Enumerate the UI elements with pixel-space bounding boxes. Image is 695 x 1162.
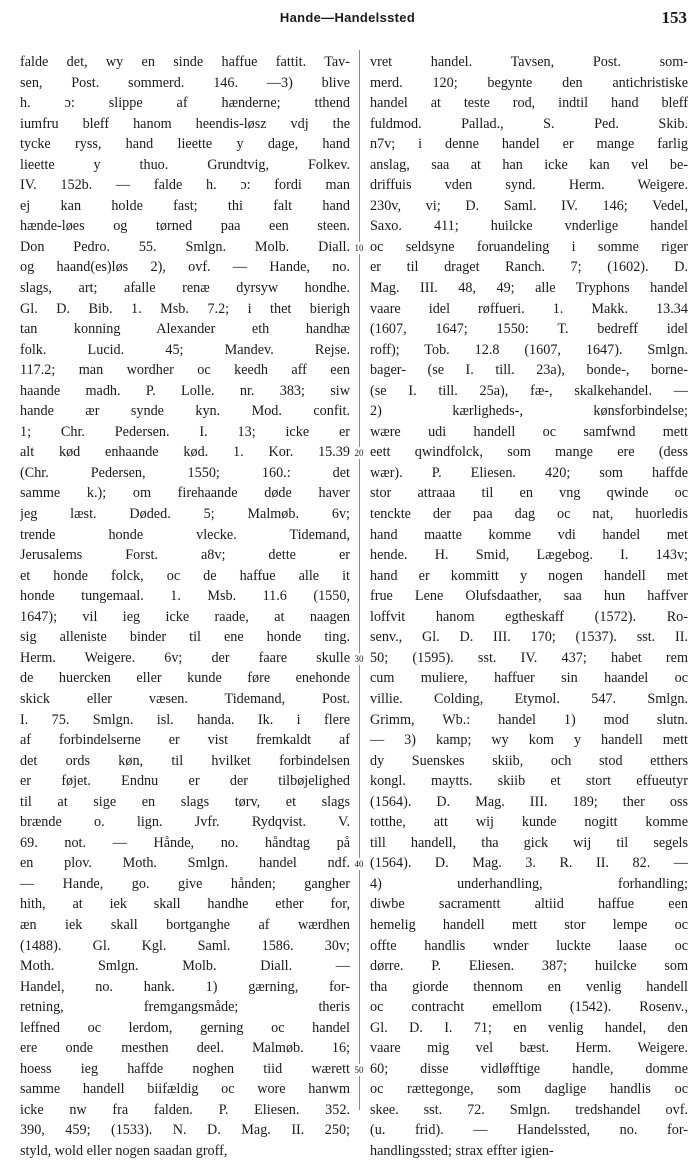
text-line: dørre. P. Eliesen. 387; huilcke som [370, 958, 688, 975]
text-line: (1488). Gl. Kgl. Saml. 1586. 30v; [20, 937, 350, 954]
text-line: tycke ryss, hand lieette y dage, hand [20, 136, 350, 153]
text-line: (1607, 1647; 1550: T. bedreff idel [370, 321, 688, 338]
text-line: kongl. maytts. skiib et stort effueutyr [370, 773, 688, 790]
text-line: 50; (1595). sst. IV. 437; habet rem [370, 649, 688, 666]
text-line: villie. Colding, Etymol. 547. Smlgn. [370, 690, 688, 707]
text-line: Jerusalems Forst. a8v; dette er [20, 547, 350, 564]
text-line: Moth. Smlgn. Molb. Diall. — [20, 958, 350, 975]
text-line: driffuis vden synd. Herm. Weigere. [370, 177, 688, 194]
text-line: falde det, wy en sinde haffue fattit. Tav- [20, 54, 350, 70]
text-line: Saxo. 411; huilcke vnderlige handel [370, 218, 688, 235]
text-line: de huercken eller kunde føre enehonde [20, 670, 350, 687]
line-number-marker: 20 [350, 447, 368, 459]
text-line: offte handlis wnder luckte laase oc [370, 937, 688, 954]
text-line: skee. sst. 72. Smlgn. tredshandel ovf. [370, 1101, 688, 1118]
text-line: det ords køn, til hvilket forbindelsen [20, 752, 350, 769]
text-line: hoess ieg haffde noghen tiid wærett [20, 1060, 350, 1077]
line-number-marker: 10 [350, 242, 368, 254]
text-line: ej kan holde fast; thi falt hand [20, 197, 350, 214]
text-line: hende. H. Smid, Lægebog. I. 143v; [370, 547, 688, 564]
left-column [20, 52, 350, 1162]
text-line: wære udi handell oc samfwnd mett [370, 423, 688, 440]
text-line: samme handell biifældig oc wore hanwm [20, 1081, 350, 1098]
text-line: IV. 152b. — falde h. ɔ: fordi man [20, 177, 350, 194]
text-line: cum muliere, haffuer sin haandel oc [370, 670, 688, 687]
text-line: oc rættegonge, som daglige handlis oc [370, 1081, 688, 1098]
text-line: fuldmod. Pallad., S. Ped. Skib. [370, 115, 688, 132]
text-line: wær). P. Eliesen. 420; som haffde [370, 464, 688, 481]
text-line: anslag, saa at han icke kan vel be- [370, 156, 688, 173]
text-line: totthe, att wij kunde nogitt komme [370, 814, 688, 831]
right-column [370, 52, 688, 1162]
line-number-marker: 30 [350, 653, 368, 665]
text-line: jeg læst. Døded. 5; Malmøb. 6v; [20, 506, 350, 523]
text-line: n7v; i denne handel er mange farlig [370, 136, 688, 153]
text-line: (u. frid). — Handelssted, no. for- [370, 1122, 688, 1139]
text-line: (1564). D. Mag. 3. R. II. 82. — [370, 855, 688, 872]
text-line: hand maatte komme vdi handel met [370, 526, 688, 543]
text-line: folk. Lucid. 45; Mandev. Rejse. [20, 341, 350, 358]
text-line: 69. not. — Hånde, no. håndtag på [20, 834, 350, 851]
text-line: brænde o. lign. Jvfr. Rydqvist. V. [20, 814, 350, 831]
text-line: samme k.); om firehaande døde haver [20, 485, 350, 502]
text-line: og haand(es)løs 2), ovf. — Hande, no. [20, 259, 350, 276]
text-line: 2) kærligheds-, kønsforbindelse; [370, 403, 688, 420]
text-line: — Hande, go. give hånden; gangher [20, 875, 350, 892]
text-line: till handell, tha gick wij til segels [370, 834, 688, 851]
text-line: icke nw fra falden. P. Eliesen. 352. [20, 1101, 350, 1118]
text-line: oc contracht emellom (1542). Rosenv., [370, 999, 688, 1016]
text-line: 230v, vi; D. Saml. IV. 146; Vedel, [370, 197, 688, 214]
text-line: honde tungemaal. 1. Msb. 11.6 (1550, [20, 588, 350, 605]
text-line: en plov. Moth. Smlgn. handel ndf. [20, 855, 350, 872]
line-number-marker: 50 [350, 1064, 368, 1076]
text-line: tenckte der paa dag oc nat, huorledis [370, 506, 688, 523]
text-line: eett qwindfolck, som mange ere (dess [370, 444, 688, 461]
text-line: vaare mig vel bæst. Herm. Weigere. [370, 1040, 688, 1057]
text-line: oc seldsyne foruandeling i somme riger [370, 238, 688, 255]
text-line: h. ɔ: slippe af hænderne; tthend [20, 95, 350, 112]
text-line: 60; disse vidløfftige handle, domme [370, 1060, 688, 1077]
text-line: I. 75. Smlgn. isl. handa. Ik. i flere [20, 711, 350, 728]
text-line: bager- (se I. till. 23a), bonde-, borne- [370, 362, 688, 379]
text-line: 390, 459; (1533). N. D. Mag. II. 250; [20, 1122, 350, 1139]
text-line: sen, Post. sommerd. 146. —3) blive [20, 74, 350, 91]
text-line: styld, wold eller nogen saadan groff, [20, 1142, 228, 1159]
text-line: (1564). D. Mag. III. 189; ther oss [370, 793, 688, 810]
text-line: handlingssted; strax effter igien- [370, 1142, 554, 1159]
text-line: skick eller væsen. Tidemand, Post. [20, 690, 350, 707]
text-line: hith, at iek skall handhe ether for, [20, 896, 350, 913]
page-header [0, 6, 695, 30]
text-line: æn iek skall bortganghe af wærdhen [20, 916, 350, 933]
text-line: er føjet. Endnu er der tilbøjelighed [20, 773, 350, 790]
text-line: Handel, no. hank. 1) gærning, for- [20, 978, 350, 995]
text-line: 117.2; man wordher oc keedh aff een [20, 362, 350, 379]
text-line: — 3) kamp; wy kom y handell mett [370, 732, 688, 749]
text-line: stor attraaa til en vng qwinde oc [370, 485, 688, 502]
text-line: (Chr. Pedersen, 1550; 160.: det [20, 464, 350, 481]
text-line: 1; Chr. Pedersen. I. 13; icke er [20, 423, 350, 440]
text-line: til at sige en slags tørv, et slags [20, 793, 350, 810]
text-line: Gl. D. I. 71; en venlig handel, den [370, 1019, 688, 1036]
page-number: 153 [661, 8, 687, 27]
text-line: 1647); vil ieg icke raade, at naagen [20, 608, 350, 625]
text-line: et honde folck, oc de haffue alle it [20, 567, 350, 584]
text-line: handel at teste rod, indtil hand bleff [370, 95, 688, 112]
text-line: tha giorde thennom en venlig handell [370, 978, 688, 995]
text-line: dy Suenskes skiib, och stod etthers [370, 752, 688, 769]
text-line: af forbindelserne er vist fremkaldt af [20, 732, 350, 749]
text-line: hand er kommitt y nogen handell met [370, 567, 688, 584]
text-line: ere onde mesthen deel. Malmøb. 16; [20, 1040, 350, 1057]
column-divider [359, 50, 360, 1110]
text-line: slags, art; afalle renæ dyrsyw hondhe. [20, 280, 350, 297]
text-line: hemelig handell mett stor lempe oc [370, 916, 688, 933]
text-line: trende honde vlecke. Tidemand, [20, 526, 350, 543]
text-line: alt kød enhaande kød. 1. Kor. 15.39 [20, 444, 350, 461]
text-line: hænde-løes og tørned paa een steen. [20, 218, 350, 235]
running-head: Hande—Handelssted [279, 10, 416, 25]
text-line: lieette y thuo. Grundtvig, Folkev. [20, 156, 350, 173]
text-line: loffvit hanom egtheskaff (1572). Ro- [370, 608, 688, 625]
text-line: (se I. till. 25a), fæ-, skalkehandel. — [370, 382, 688, 399]
text-line: merd. 120; begynte den antichristiske [370, 74, 688, 91]
text-line: leffned oc lerdom, gerning oc handel [20, 1019, 350, 1036]
text-line: vaare idel røffueri. 1. Makk. 13.34 [370, 300, 688, 317]
text-line: diwbe sacramentt altiid haffue een [370, 896, 688, 913]
text-line: Gl. D. Bib. 1. Msb. 7.2; i thet bierigh [20, 300, 350, 317]
text-line: er til draget Ranch. 7; (1602). D. [370, 259, 688, 276]
text-line: frue Lene Olufsdaather, saa hun haffver [370, 588, 688, 605]
text-line: senv., Gl. D. III. 170; (1537). sst. II. [370, 629, 688, 646]
text-line: Herm. Weigere. 6v; der faare skulle [20, 649, 350, 666]
text-line: Don Pedro. 55. Smlgn. Molb. Diall. [20, 238, 350, 255]
text-line: roff); Tob. 12.8 (1607, 1647). Smlgn. [370, 341, 688, 358]
text-line: Mag. III. 48, 49; alle Tryphons handel [370, 280, 688, 297]
text-line: retning, fremgangsmåde; theris [20, 999, 350, 1016]
text-line: iumfru bleff hanom heendis-løsz vdj the [20, 115, 350, 132]
text-line: Grimm, Wb.: handel 1) mod slutn. [370, 711, 688, 728]
text-line: sig alleniste binder til ene honde ting. [20, 629, 350, 646]
text-line: hande ær synde kyn. Mod. confit. [20, 403, 350, 420]
text-line: vret handel. Tavsen, Post. som- [370, 54, 688, 70]
text-line: tan konning Alexander eth handhæ [20, 321, 350, 338]
line-number-marker: 40 [350, 858, 368, 870]
text-line: haande madh. P. Lolle. nr. 383; siw [20, 382, 350, 399]
text-line: 4) underhandling, forhandling; [370, 875, 688, 892]
